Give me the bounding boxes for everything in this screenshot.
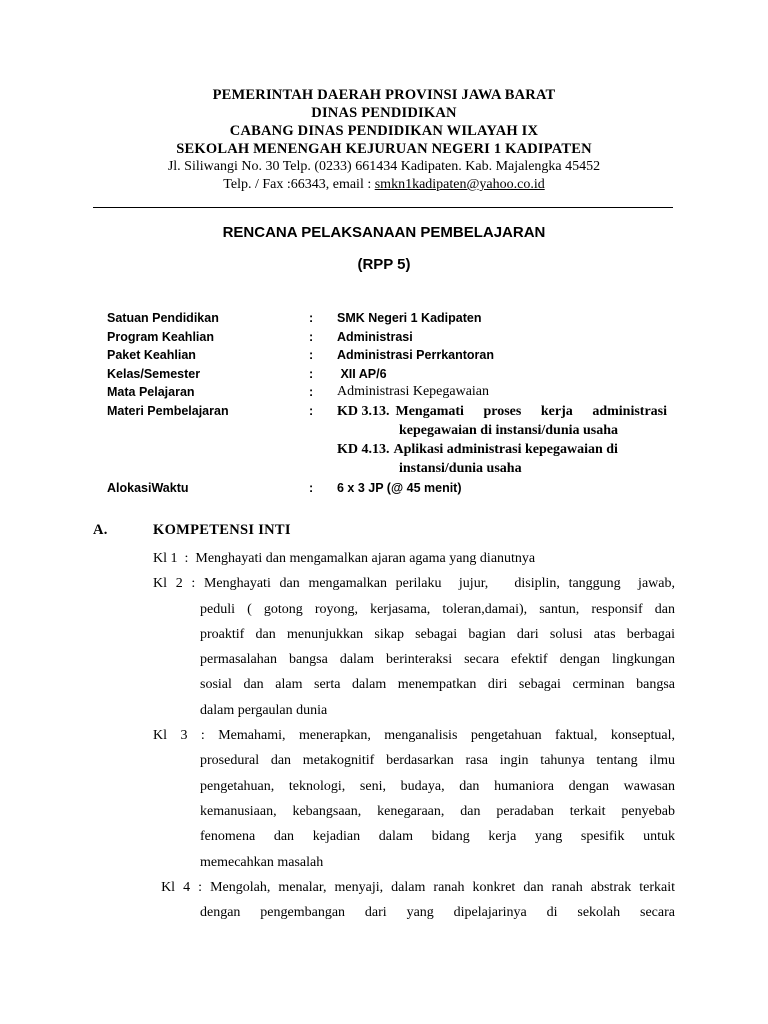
- identity-row: [107, 328, 667, 347]
- body-line: fenomena dan kejadian dalam bidang kerja yang spesifik untuk: [200, 829, 675, 845]
- competency-code: KD 4.13.: [337, 441, 390, 457]
- list-item-body: [153, 748, 675, 874]
- list-item-body: [153, 597, 675, 723]
- list-item-first-line: Kl 4 : Mengolah, menalar, menyaji, dalam ranah konkret dan ranah abstrak terkait: [153, 879, 676, 895]
- list-item: [153, 723, 675, 875]
- identity-label: AlokasiWaktu: [107, 480, 189, 495]
- identity-row: [107, 402, 667, 478]
- identity-label: Satuan Pendidikan: [107, 311, 219, 325]
- body-line: kemanusiaan, kebangsaan, kenegaraan, dan peradaban terkait penyebab: [200, 803, 675, 819]
- competency-line: [337, 402, 667, 421]
- section-a: [93, 522, 675, 539]
- body-line: peduli ( gotong royong, kerjasama, toleran,damai), santun, responsif dan: [200, 601, 675, 617]
- body-line: dengan pengembangan dari yang dipelajarinya di sekolah secara: [200, 905, 675, 921]
- identity-value: 6 x 3 JP (@ 45 menit): [337, 480, 462, 495]
- competency-line: [337, 440, 667, 459]
- body-line: prosedural dan metakognitif berdasarkan rasa ingin tahunya tentang ilmu: [200, 753, 675, 769]
- list-item: [153, 546, 675, 571]
- letterhead-address: Jl. Siliwangi No. 30 Telp. (0233) 661434 Kadipaten. Kab. Majalengka 45452: [167, 159, 601, 174]
- identity-value: Administrasi Perrkantoran: [337, 348, 494, 362]
- identity-row: [107, 383, 667, 402]
- identity-row: [107, 365, 667, 384]
- identity-colon: :: [309, 385, 314, 399]
- section-letter: A.: [93, 522, 108, 538]
- competency-continuation: instansi/dunia usaha: [399, 460, 522, 476]
- identity-label: Paket Keahlian: [107, 348, 196, 362]
- list-item-first-line: Kl 3 : Memahami, menerapkan, menganalisis pengetahuan faktual, konseptual,: [153, 728, 675, 744]
- body-line: pengetahuan, teknologi, seni, budaya, dan humaniora dengan wawasan: [200, 778, 675, 794]
- identity-value: Administrasi Kepegawaian: [337, 384, 490, 399]
- section-heading: [93, 522, 675, 539]
- list-item: [153, 875, 675, 926]
- identity-colon: :: [309, 311, 314, 325]
- list-item-first-line: Kl 2 : Menghayati dan mengamalkan perilaku jujur, disiplin, tanggung jawab,: [153, 576, 675, 592]
- identity-table: [107, 309, 667, 497]
- identity-colon: :: [309, 366, 314, 381]
- letterhead-contact: [0, 176, 768, 194]
- identity-value: Administrasi: [337, 329, 413, 344]
- document-subtitle: (RPP 5): [357, 256, 411, 273]
- competency-continuation: kepegawaian di instansi/dunia usaha: [399, 422, 619, 438]
- identity-colon: :: [309, 348, 314, 362]
- identity-value: XII AP/6: [337, 366, 387, 381]
- identity-row: [107, 479, 667, 498]
- list-item-first-line: Kl 1 : Menghayati dan mengamalkan ajaran agama yang dianutnya: [153, 551, 536, 566]
- body-line: permasalahan bangsa dalam berinteraksi secara efektif dengan lingkungan: [200, 652, 675, 668]
- identity-row: [107, 309, 667, 328]
- identity-colon: :: [309, 403, 314, 418]
- competency-list: [337, 402, 667, 478]
- competency-text: Mengamati proses kerja administrasi: [395, 403, 667, 419]
- body-line: memecahkan masalah: [200, 854, 324, 870]
- list-item-body: [153, 900, 675, 925]
- list-item: [153, 571, 675, 723]
- identity-label: Program Keahlian: [107, 329, 214, 344]
- identity-colon: :: [309, 329, 314, 344]
- identity-value: SMK Negeri 1 Kadipaten: [337, 311, 482, 325]
- document-title: RENCANA PELAKSANAAN PEMBELAJARAN: [222, 224, 546, 241]
- competency-code: KD 3.13.: [337, 403, 390, 419]
- body-line: sosial dan alam serta dalam menempatkan diri sebagai cerminan bangsa: [200, 677, 675, 693]
- letterhead-department: DINAS PENDIDIKAN: [311, 105, 457, 121]
- letterhead: [0, 86, 768, 194]
- identity-row: [107, 346, 667, 365]
- body-line: proaktif dan menunjukkan sikap sebagai bagian dari solusi atas berbagai: [200, 626, 675, 642]
- section-title: KOMPETENSI INTI: [153, 522, 291, 538]
- letterhead-government: PEMERINTAH DAERAH PROVINSI JAWA BARAT: [212, 87, 556, 103]
- email-link[interactable]: smkn1kadipaten@yahoo.co.id: [374, 177, 545, 192]
- identity-label: Mata Pelajaran: [107, 385, 195, 399]
- core-competency-list: [153, 546, 675, 925]
- letterhead-school: SEKOLAH MENENGAH KEJURUAN NEGERI 1 KADIPATEN: [176, 141, 592, 157]
- identity-label: Materi Pembelajaran: [107, 403, 229, 418]
- contact-prefix: Telp. / Fax :66343, email :: [223, 177, 375, 192]
- identity-colon: :: [309, 480, 314, 495]
- identity-label: Kelas/Semester: [107, 366, 201, 381]
- letterhead-branch: CABANG DINAS PENDIDIKAN WILAYAH IX: [229, 123, 539, 139]
- body-line: dalam pergaulan dunia: [200, 702, 328, 718]
- competency-text: Aplikasi administrasi kepegawaian di: [393, 441, 618, 457]
- header-divider: [93, 207, 673, 208]
